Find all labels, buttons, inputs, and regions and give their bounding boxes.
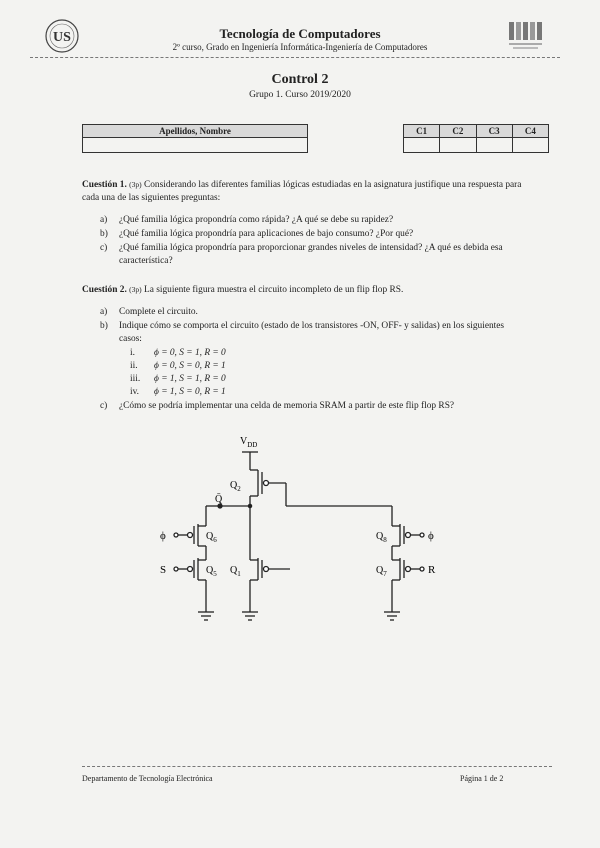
flip-flop-circuit [140,428,460,628]
q2-case-ii-text: ϕ = 0, S = 0, R = 1 [154,361,226,371]
q2-case-iii-text: ϕ = 1, S = 1, R = 0 [154,374,226,384]
q2-case-iv-text: ϕ = 1, S = 0, R = 1 [154,387,226,397]
question-1-points: (3p) [129,180,142,189]
q1-label: $Q_1$ [230,565,241,578]
grade-cell-c1[interactable] [404,138,440,153]
q1-item-c-text: ¿Qué familia lógica propondría para proporcionar grandes niveles de intensidad? ¿A qué es debida esa característica? [119,243,503,266]
q2-label: $Q_2$ [230,480,241,493]
header-divider [30,57,560,58]
q2-item-b-marker: b) [100,321,108,331]
q2-item-b-text: Indique cómo se comporta el circuito (estado de los transistores -ON, OFF- y salidas) en los siguientes casos: [119,321,505,344]
phi-input-right: ϕ [428,530,434,542]
q8-label: $Q_8$ [376,531,387,544]
q1-item-a-marker: a) [100,215,108,225]
q2-case-i-text: ϕ = 0, S = 1, R = 0 [154,348,226,358]
q6-label: $Q_6$ [206,531,217,544]
q5-label: $Q_5$ [206,565,217,578]
grade-cell-c4[interactable] [512,138,548,153]
q2-case-i-marker: i. [130,348,135,358]
question-1-text: Considerando las diferentes familias lógicas estudiadas en la asignatura justifique una respuesta para cada una de las siguientes preguntas: [82,180,522,203]
grade-table [403,124,549,153]
name-table [82,124,308,153]
phi-input-left: ϕ [160,530,166,542]
q7-label: $Q_7$ [376,565,387,578]
q1-item-b-text: ¿Qué familia lógica propondría para aplicaciones de bajo consumo? ¿Por qué? [119,229,414,239]
exam-title: Control 2 [271,72,329,87]
question-2-label: Cuestión 2. [82,285,127,295]
s-input: S [160,564,167,576]
q-bar-label: Q̄ [215,494,223,505]
name-header: Apellidos, Nombre [83,125,308,138]
name-field[interactable] [83,138,308,153]
vdd-label: $V_{DD}$ [240,436,258,449]
grade-header-c3: C3 [476,125,512,138]
q1-item-c-marker: c) [100,243,108,253]
q2-case-iii-marker: iii. [130,374,141,384]
q2-item-a-text: Complete el circuito. [119,307,198,317]
grade-cell-c3[interactable] [476,138,512,153]
question-1 [82,178,522,205]
q1-item-a-text: ¿Qué familia lógica propondría como rápida? ¿A qué se debe su rapidez? [119,215,394,225]
course-subtitle: 2º curso, Grado en Ingeniería Informática-Ingeniería de Computadores [172,42,428,52]
question-2 [82,283,522,297]
q2-item-c-marker: c) [100,401,108,411]
svg-text:US: US [53,30,71,45]
q2-case-ii-marker: ii. [130,361,138,371]
course-title: Tecnología de Computadores [219,26,381,41]
question-2-text: La siguiente figura muestra el circuito incompleto de un flip flop RS. [143,285,404,295]
grade-cell-c2[interactable] [440,138,476,153]
question-2-points: (3p) [129,285,142,294]
grade-header-c1: C1 [404,125,440,138]
r-input: R [428,564,436,576]
q2-item-c-text: ¿Cómo se podría implementar una celda de memoria SRAM a partir de este flip flop RS? [119,401,455,411]
footer-divider [82,766,552,767]
q2-item-a-marker: a) [100,307,108,317]
q2-case-iv-marker: iv. [130,387,140,397]
q1-item-b-marker: b) [100,229,108,239]
question-1-label: Cuestión 1. [82,180,127,190]
footer-page-number: Página 1 de 2 [460,774,504,783]
exam-subtitle: Grupo 1. Curso 2019/2020 [249,90,351,100]
grade-header-c4: C4 [512,125,548,138]
footer-department: Departamento de Tecnología Electrónica [82,774,213,783]
grade-header-c2: C2 [440,125,476,138]
